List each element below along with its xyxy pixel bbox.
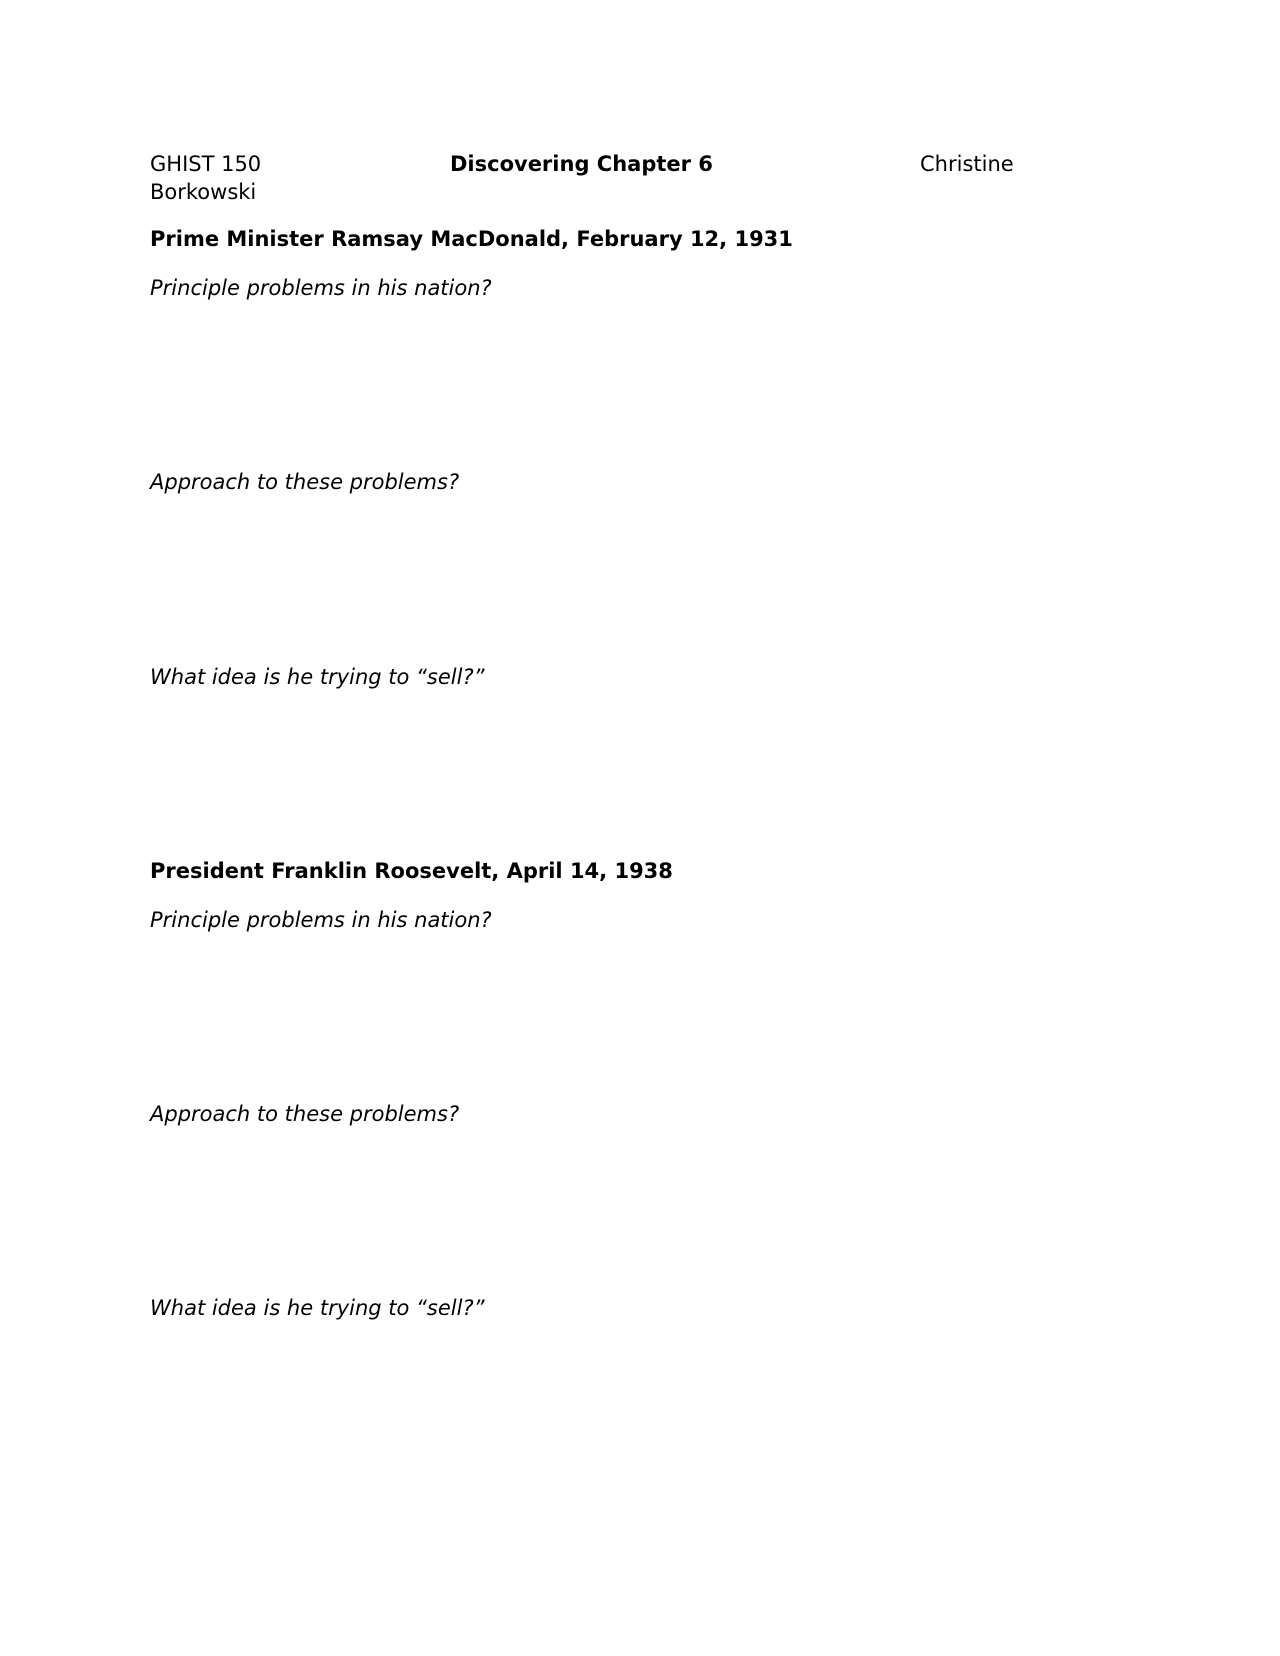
question-problems: Principle problems in his nation? xyxy=(150,908,492,932)
document-header xyxy=(150,150,1150,290)
question-approach: Approach to these problems? xyxy=(150,470,460,494)
section-title-macdonald: Prime Minister Ramsay MacDonald, February 12, 1931 xyxy=(150,227,793,251)
author-last-name: Borkowski xyxy=(150,180,257,204)
question-idea: What idea is he trying to “sell?” xyxy=(150,665,485,689)
assignment-title: Discovering Chapter 6 xyxy=(450,152,713,176)
author-first-name: Christine xyxy=(920,152,1014,176)
section-title-roosevelt: President Franklin Roosevelt, April 14, 1938 xyxy=(150,859,673,883)
course-code: GHIST 150 xyxy=(150,152,262,176)
question-problems: Principle problems in his nation? xyxy=(150,276,492,300)
question-idea: What idea is he trying to “sell?” xyxy=(150,1296,485,1320)
question-approach: Approach to these problems? xyxy=(150,1102,460,1126)
